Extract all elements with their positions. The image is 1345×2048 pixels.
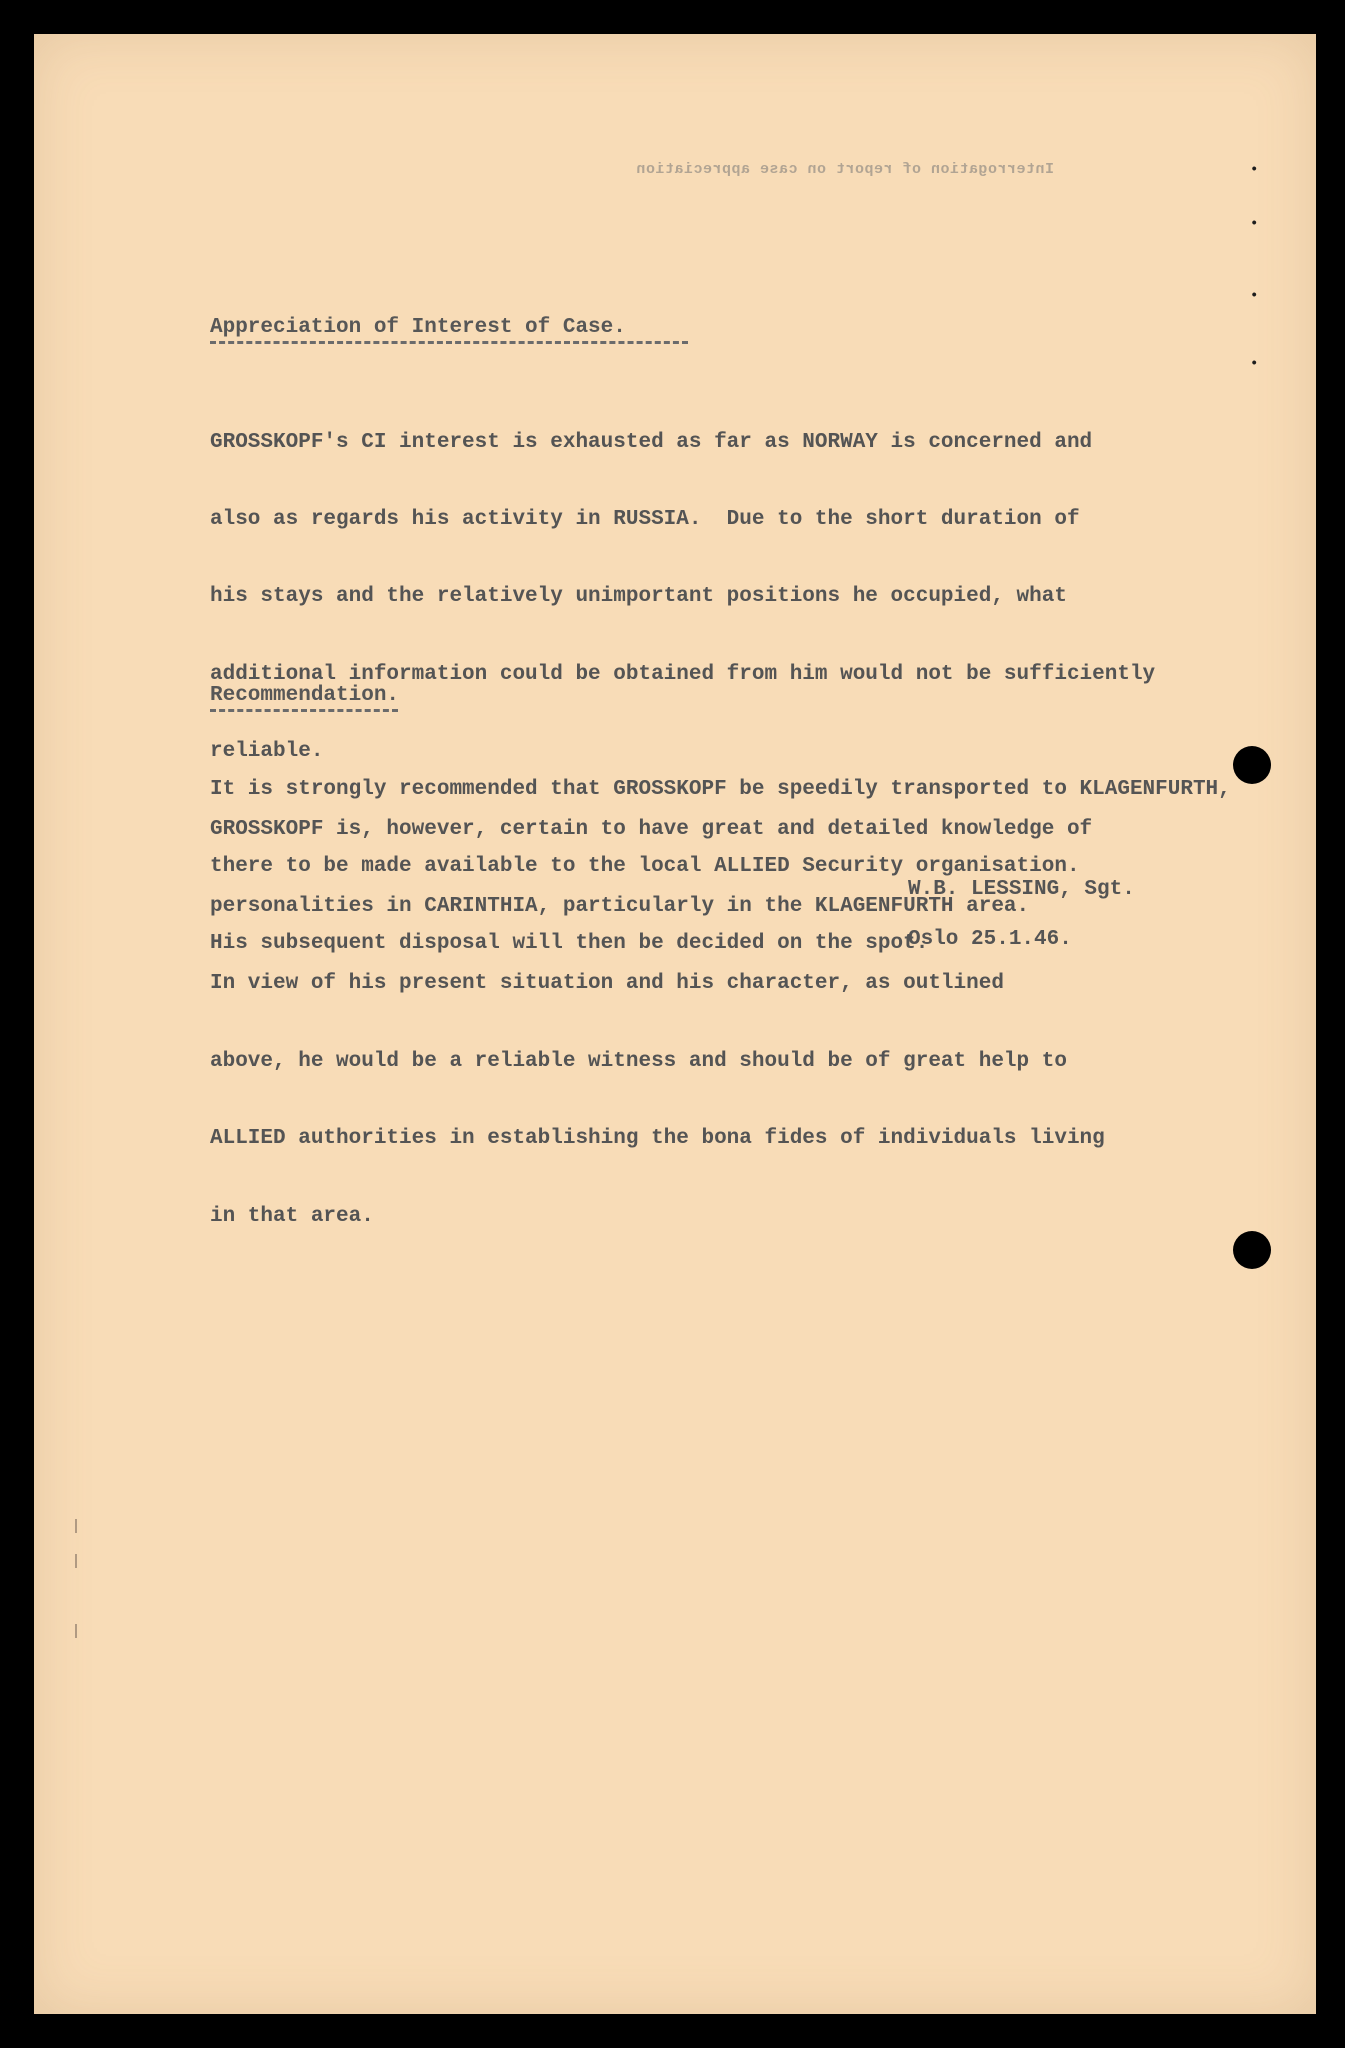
paragraph-recommendation <box>210 725 1231 1009</box>
document-page <box>34 34 1316 2014</box>
text-line: It is strongly recommended that GROSSKOPF be speedily transported to KLAGENFURTH, <box>210 777 1231 801</box>
text-line: His subsequent disposal will then be decided on the spot. <box>210 932 929 956</box>
text-line: GROSSKOPF is, however, certain to have great and detailed knowledge of <box>210 817 1093 841</box>
signature-name: W.B. LESSING, Sgt. <box>908 878 1135 901</box>
text-line: GROSSKOPF's CI interest is exhausted as far as NORWAY is concerned and <box>210 430 1093 454</box>
signature-place-date: Oslo 25.1.46. <box>908 928 1072 951</box>
margin-tick <box>75 1519 77 1533</box>
text-line: reliable. <box>210 740 324 764</box>
heading-underline <box>210 341 688 344</box>
text-line: additional information could be obtained from him would not be sufficiently <box>210 662 1156 686</box>
punch-hole <box>1233 746 1271 784</box>
margin-mark: • <box>1250 216 1259 232</box>
section-heading-appreciation: Appreciation of Interest of Case. <box>210 316 626 339</box>
margin-mark: • <box>1250 356 1259 372</box>
text-line: personalities in CARINTHIA, particularly in the KLAGENFURTH area. <box>210 894 1030 918</box>
punch-hole <box>1233 1231 1271 1269</box>
margin-tick <box>75 1624 77 1638</box>
margin-mark: • <box>1250 162 1259 178</box>
text-line: his stays and the relatively unimportant positions he occupied, what <box>210 585 1067 609</box>
text-line: in that area. <box>210 1204 374 1228</box>
heading-underline <box>210 709 398 712</box>
text-line: there to be made available to the local ALLIED Security organisation. <box>210 854 1080 878</box>
margin-tick <box>75 1554 77 1568</box>
text-line: In view of his present situation and his character, as outlined <box>210 972 1004 996</box>
mirrored-header-text: Interrogation of report on case appreciation <box>635 161 1054 178</box>
margin-mark: • <box>1250 288 1259 304</box>
text-line: ALLIED authorities in establishing the bona fides of individuals living <box>210 1127 1105 1151</box>
text-line: also as regards his activity in RUSSIA. Due to the short duration of <box>210 507 1080 531</box>
text-line: above, he would be a reliable witness and should be of great help to <box>210 1049 1067 1073</box>
section-heading-recommendation: Recommendation. <box>210 684 400 707</box>
